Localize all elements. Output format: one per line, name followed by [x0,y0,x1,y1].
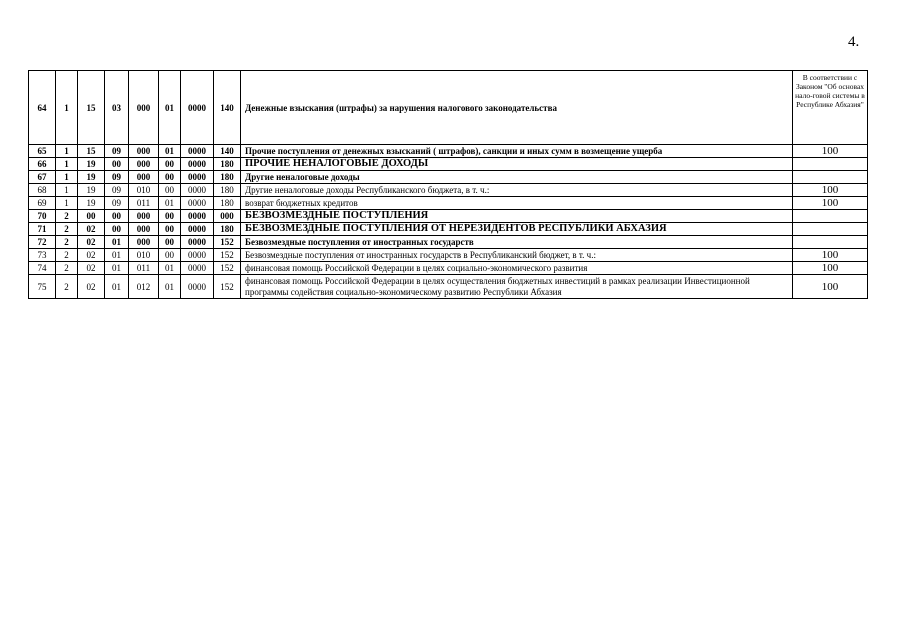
code-subarticle-cell: 010 [129,249,159,262]
code-subarticle-cell: 000 [129,171,159,184]
page-number: 4. [848,34,860,50]
regulation-note-cell: 100 [793,249,868,262]
code-subgroup-cell: 15 [78,145,105,158]
code-subarticle-cell: 000 [129,223,159,236]
code-element-cell: 00 [159,184,181,197]
code-element-cell: 00 [159,236,181,249]
code-group-cell: 2 [56,249,78,262]
code-economic-cell: 180 [214,223,241,236]
revenue-name-cell: Другие неналоговые доходы [241,171,793,184]
table-row [29,145,868,158]
code-program-cell: 0000 [181,171,214,184]
code-economic-cell: 180 [214,197,241,210]
code-program-cell: 0000 [181,158,214,171]
row-number-cell: 69 [29,197,56,210]
revenue-classification-table [28,70,868,299]
row-number-cell: 72 [29,236,56,249]
code-subarticle-cell: 000 [129,236,159,249]
code-article-cell: 03 [105,71,129,145]
code-subgroup-cell: 02 [78,223,105,236]
code-economic-cell: 152 [214,236,241,249]
regulation-note-cell: 100 [793,184,868,197]
code-economic-cell: 180 [214,171,241,184]
code-group-cell: 1 [56,145,78,158]
code-element-cell: 01 [159,197,181,210]
code-subgroup-cell: 19 [78,158,105,171]
code-group-cell: 2 [56,236,78,249]
code-article-cell: 09 [105,197,129,210]
code-subgroup-cell: 19 [78,184,105,197]
code-group-cell: 2 [56,262,78,275]
code-article-cell: 01 [105,262,129,275]
code-subarticle-cell: 000 [129,71,159,145]
code-program-cell: 0000 [181,210,214,223]
row-number-cell: 66 [29,158,56,171]
code-group-cell: 2 [56,210,78,223]
code-subgroup-cell: 02 [78,275,105,299]
revenue-name-cell: ПРОЧИЕ НЕНАЛОГОВЫЕ ДОХОДЫ [241,158,793,171]
code-economic-cell: 180 [214,184,241,197]
code-article-cell: 00 [105,158,129,171]
regulation-note-cell [793,236,868,249]
table-row [29,236,868,249]
table-row [29,71,868,145]
code-subarticle-cell: 000 [129,145,159,158]
row-number-cell: 68 [29,184,56,197]
code-program-cell: 0000 [181,145,214,158]
code-program-cell: 0000 [181,197,214,210]
revenue-name-cell: финансовая помощь Российской Федерации в целях осуществления бюджетных инвестиций в рамках реализации Инвестиционной программы содействия социально-экономическому развитию Республики Абхазия [241,275,793,299]
regulation-note-cell [793,171,868,184]
code-economic-cell: 152 [214,262,241,275]
table-row [29,210,868,223]
regulation-note-cell: 100 [793,262,868,275]
regulation-note-cell: В соответствии с Законом "Об основах нало-говой системы в Республике Абхазия" [793,71,868,145]
code-economic-cell: 152 [214,275,241,299]
regulation-note-cell: 100 [793,275,868,299]
table-row [29,171,868,184]
revenue-name-cell: БЕЗВОЗМЕЗДНЫЕ ПОСТУПЛЕНИЯ [241,210,793,223]
code-article-cell: 00 [105,210,129,223]
row-number-cell: 70 [29,210,56,223]
revenue-name-cell: Денежные взыскания (штрафы) за нарушения налогового законодательства [241,71,793,145]
regulation-note-cell: 100 [793,145,868,158]
code-subarticle-cell: 010 [129,184,159,197]
code-element-cell: 00 [159,210,181,223]
code-article-cell: 01 [105,249,129,262]
code-article-cell: 09 [105,184,129,197]
code-group-cell: 1 [56,171,78,184]
code-article-cell: 01 [105,236,129,249]
table-row [29,158,868,171]
regulation-note-cell [793,223,868,236]
code-element-cell: 01 [159,71,181,145]
table-row [29,223,868,236]
code-program-cell: 0000 [181,184,214,197]
code-subgroup-cell: 15 [78,71,105,145]
code-subgroup-cell: 00 [78,210,105,223]
revenue-name-cell: Прочие поступления от денежных взысканий ( штрафов), санкции и иных сумм в возмещение ущерба [241,145,793,158]
code-article-cell: 09 [105,171,129,184]
code-program-cell: 0000 [181,262,214,275]
code-subarticle-cell: 000 [129,210,159,223]
regulation-note-cell: 100 [793,197,868,210]
code-element-cell: 01 [159,262,181,275]
code-element-cell: 00 [159,171,181,184]
code-economic-cell: 000 [214,210,241,223]
code-economic-cell: 152 [214,249,241,262]
code-subarticle-cell: 012 [129,275,159,299]
revenue-name-cell: возврат бюджетных кредитов [241,197,793,210]
code-economic-cell: 180 [214,158,241,171]
code-program-cell: 0000 [181,249,214,262]
code-program-cell: 0000 [181,275,214,299]
regulation-note-cell [793,158,868,171]
regulation-note-cell [793,210,868,223]
code-group-cell: 1 [56,158,78,171]
code-element-cell: 00 [159,158,181,171]
row-number-cell: 65 [29,145,56,158]
code-subarticle-cell: 011 [129,262,159,275]
revenue-name-cell: БЕЗВОЗМЕЗДНЫЕ ПОСТУПЛЕНИЯ ОТ НЕРЕЗИДЕНТОВ РЕСПУБЛИКИ АБХАЗИЯ [241,223,793,236]
code-subgroup-cell: 02 [78,236,105,249]
code-group-cell: 2 [56,223,78,236]
code-subgroup-cell: 02 [78,262,105,275]
revenue-name-cell: Безвозмездные поступления от иностранных государств [241,236,793,249]
row-number-cell: 64 [29,71,56,145]
table-row [29,262,868,275]
code-subarticle-cell: 000 [129,158,159,171]
row-number-cell: 75 [29,275,56,299]
code-element-cell: 00 [159,223,181,236]
row-number-cell: 67 [29,171,56,184]
row-number-cell: 73 [29,249,56,262]
code-element-cell: 01 [159,275,181,299]
code-program-cell: 0000 [181,236,214,249]
code-subgroup-cell: 19 [78,171,105,184]
code-program-cell: 0000 [181,71,214,145]
code-group-cell: 1 [56,197,78,210]
revenue-name-cell: Другие неналоговые доходы Республиканского бюджета, в т. ч.: [241,184,793,197]
row-number-cell: 74 [29,262,56,275]
table-row [29,197,868,210]
code-program-cell: 0000 [181,223,214,236]
code-subgroup-cell: 02 [78,249,105,262]
revenue-name-cell: финансовая помощь Российской Федерации в целях социально-экономического развития [241,262,793,275]
code-subgroup-cell: 19 [78,197,105,210]
table-row [29,275,868,299]
code-element-cell: 01 [159,145,181,158]
revenue-name-cell: Безвозмездные поступления от иностранных государств в Республиканский бюджет, в т. ч.: [241,249,793,262]
code-economic-cell: 140 [214,145,241,158]
code-economic-cell: 140 [214,71,241,145]
code-article-cell: 09 [105,145,129,158]
row-number-cell: 71 [29,223,56,236]
code-article-cell: 01 [105,275,129,299]
code-group-cell: 1 [56,71,78,145]
table-row [29,249,868,262]
code-subarticle-cell: 011 [129,197,159,210]
code-element-cell: 00 [159,249,181,262]
table-row [29,184,868,197]
code-group-cell: 1 [56,184,78,197]
code-article-cell: 00 [105,223,129,236]
code-group-cell: 2 [56,275,78,299]
